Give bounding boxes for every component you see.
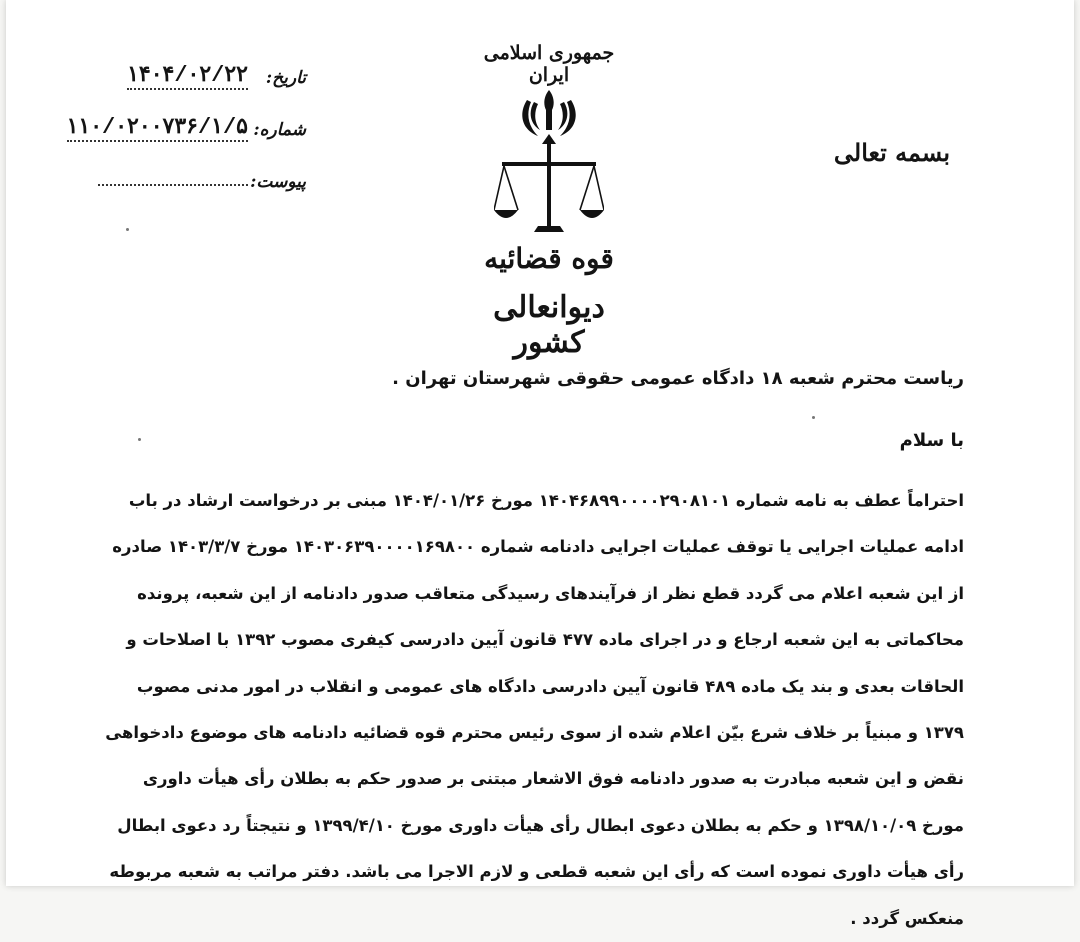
body-line: ادامه عملیات اجرایی یا توقف عملیات اجرایی دادنامه شماره ۱۴۰۳۰۶۳۹۰۰۰۰۱۶۹۸۰۰ مورخ ۱۴۰۳/۳/۷ صادره: [112, 537, 964, 557]
supreme-court-title: دیوانعالی کشور: [493, 290, 605, 360]
body-line: ۱۳۷۹ و مبنیاً بر خلاف شرع بیّن اعلام شده از سوی رئیس محترم قوه قضائیه دادنامه های موضوع دادخواهی: [105, 722, 964, 742]
scan-speck: [812, 416, 815, 419]
number-value: ۱۱۰/۰۲۰۰۷۳۶/۱/۵: [66, 115, 248, 140]
iran-emblem-scales-icon: [494, 82, 604, 242]
body-line: احتراماً عطف به نامه شماره ۱۴۰۴۶۸۹۹۰۰۰۰۲۹۰۸۱۰۱ مورخ ۱۴۰۴/۰۱/۲۶ مبنی بر درخواست ارشاد در باب: [128, 491, 964, 510]
attachment-blank: [98, 184, 248, 186]
scan-speck: [126, 228, 129, 231]
meta-number-row: [46, 114, 306, 166]
body-line: مورخ ۱۳۹۸/۱۰/۰۹ و حکم به بطلان دعوی ابطال رأی هیأت داوری مورخ ۱۳۹۹/۴/۱۰ و نتیجتاً رد دعوی ابطال: [117, 815, 964, 835]
body-line: رأی هیأت داوری نموده است که رأی این شعبه قطعی و لازم الاجرا می باشد. دفتر مراتب به شعبه مربوطه: [109, 862, 964, 882]
body-line: الحاقات بعدی و بند یک ماده ۴۸۹ قانون آیین دادرسی دادگاه های عمومی و انقلاب در امور مدنی مصوب: [136, 676, 964, 696]
body-line: منعکس گردد .: [850, 908, 964, 928]
meta-attachment-row: [46, 166, 306, 218]
body-line: نقض و این شعبه مبادرت به صدور دادنامه فوق الاشعار مبتنی بر صدور حکم به بطلان رأی هیأت داوری: [142, 769, 964, 789]
greeting: با سلام: [899, 430, 964, 451]
date-label: تاریخ:: [265, 68, 306, 88]
body-line: از این شعبه اعلام می گردد قطع نظر از فرآیندهای رسیدگی متعاقب صدور دادنامه از این شعبه، پرونده: [137, 583, 964, 603]
republic-title: جمهوری اسلامی ایران: [483, 42, 615, 86]
meta-date-row: [46, 62, 306, 114]
recipient-address: ریاست محترم شعبه ۱۸ دادگاه عمومی حقوقی شهرستان تهران .: [392, 368, 964, 389]
judiciary-title: قوه قضائیه: [484, 242, 614, 275]
date-value: ۱۴۰۴/۰۲/۲۲: [127, 63, 248, 88]
letter-body: [105, 478, 964, 942]
letter-meta: [46, 62, 306, 218]
number-label: شماره:: [253, 120, 306, 140]
bismillah-heading: بسمه تعالی: [833, 138, 950, 167]
body-line: محاکماتی به این شعبه ارجاع و در اجرای ماده ۴۷۷ قانون آیین دادرسی کیفری مصوب ۱۳۹۲ با اصلاحات و: [126, 630, 964, 650]
letterhead: [464, 42, 634, 360]
scan-speck: [138, 438, 141, 441]
attachment-label: پیوست:: [250, 172, 306, 192]
document-page: [6, 0, 1074, 928]
